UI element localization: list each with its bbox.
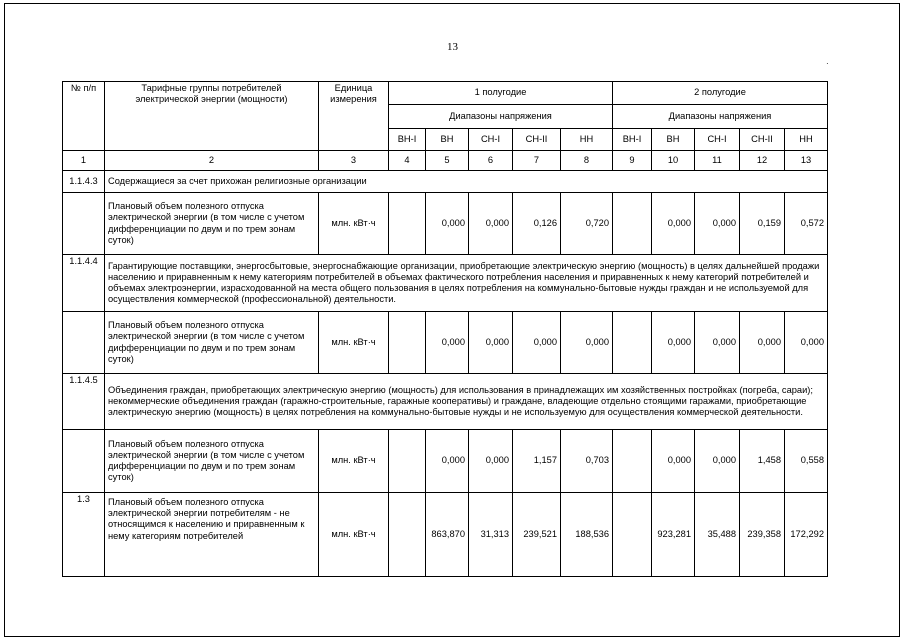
value-cell: 35,488	[695, 493, 740, 577]
value-cell: 239,521	[513, 493, 561, 577]
header-voltage-ranges-2: Диапазоны напряжения	[613, 105, 828, 129]
value-cell: 0,703	[561, 430, 613, 493]
value-cell	[389, 312, 426, 374]
header-nn-1: НН	[561, 129, 613, 151]
col-number: 11	[695, 151, 740, 171]
col-number: 8	[561, 151, 613, 171]
row-label: Плановый объем полезного отпуска электрической энергии (в том числе с учетом дифференциации по двум и по трем зонам суток)	[105, 193, 319, 255]
row-code: 1.3	[63, 493, 105, 577]
header-sn1-1: СН-I	[469, 129, 513, 151]
empty-cell	[63, 312, 105, 374]
value-cell: 188,536	[561, 493, 613, 577]
header-sn1-2: СН-I	[695, 129, 740, 151]
row-label: Плановый объем полезного отпуска электрической энергии (в том числе с учетом дифференциации по двум и по трем зонам суток)	[105, 430, 319, 493]
value-cell: 1,458	[740, 430, 785, 493]
header-vn-1: ВН	[426, 129, 469, 151]
value-cell: 0,000	[695, 430, 740, 493]
section-title: Содержащиеся за счет прихожан религиозные организации	[105, 171, 828, 193]
value-cell	[389, 430, 426, 493]
col-number: 13	[785, 151, 828, 171]
col-number: 6	[469, 151, 513, 171]
header-unit: Единица измерения	[319, 82, 389, 151]
row-label: Плановый объем полезного отпуска электрической энергии (в том числе с учетом дифференциации по двум и по трем зонам суток)	[105, 312, 319, 374]
value-cell: 0,720	[561, 193, 613, 255]
col-number: 3	[319, 151, 389, 171]
header-group: Тарифные группы потребителей электрической энергии (мощности)	[105, 82, 319, 151]
value-cell: 0,159	[740, 193, 785, 255]
value-cell	[613, 312, 652, 374]
value-cell: 0,000	[469, 193, 513, 255]
value-cell: 0,126	[513, 193, 561, 255]
table-row	[63, 493, 828, 577]
header-vn1-1: ВН-I	[389, 129, 426, 151]
col-number: 5	[426, 151, 469, 171]
value-cell: 239,358	[740, 493, 785, 577]
value-cell: 0,000	[695, 312, 740, 374]
col-number: 1	[63, 151, 105, 171]
value-cell: 0,000	[740, 312, 785, 374]
section-title: Гарантирующие поставщики, энергосбытовые, энергоснабжающие организации, приобретающие электрическую энергию (мощность) в целях дальнейшей продажи населению и приравненным к нему категориям потребителей в объемах фактического потребления населения и приравненных к нему категорий потребителей и объемах электроэнергии, израсходованной на места общего пользования в целях потребления на коммунально-бытовые нужды граждан и не используемой для осуществления коммерческой (профессиональной) деятельности.	[105, 255, 828, 312]
scan-dot: ·	[826, 59, 829, 68]
section-code: 1.1.4.4	[63, 255, 105, 312]
header-no: № п/п	[63, 82, 105, 151]
value-cell	[613, 493, 652, 577]
value-cell: 0,558	[785, 430, 828, 493]
header-half2: 2 полугодие	[613, 82, 828, 105]
col-number: 9	[613, 151, 652, 171]
value-cell: 0,000	[469, 430, 513, 493]
header-vn1-2: ВН-I	[613, 129, 652, 151]
value-cell: 923,281	[652, 493, 695, 577]
value-cell: 0,000	[426, 430, 469, 493]
column-numbers-row	[63, 151, 828, 171]
header-nn-2: НН	[785, 129, 828, 151]
value-cell: 0,000	[513, 312, 561, 374]
tariff-table	[62, 81, 828, 577]
value-cell: 0,000	[652, 193, 695, 255]
value-cell: 0,000	[426, 193, 469, 255]
table-row	[63, 430, 828, 493]
value-cell	[389, 493, 426, 577]
value-cell: 1,157	[513, 430, 561, 493]
value-cell	[613, 430, 652, 493]
header-sn2-2: СН-II	[740, 129, 785, 151]
value-cell	[389, 193, 426, 255]
value-cell	[613, 193, 652, 255]
section-row	[63, 374, 828, 430]
section-row	[63, 255, 828, 312]
value-cell: 0,000	[652, 430, 695, 493]
page-number: 13	[447, 41, 458, 53]
table-row	[63, 312, 828, 374]
col-number: 2	[105, 151, 319, 171]
empty-cell	[63, 430, 105, 493]
row-unit: млн. кВт·ч	[319, 430, 389, 493]
value-cell: 31,313	[469, 493, 513, 577]
row-label: Плановый объем полезного отпуска электрической энергии потребителям - не относящимся к населению и приравненным к нему категориям потребителей	[105, 493, 319, 577]
value-cell: 0,000	[426, 312, 469, 374]
value-cell: 0,000	[561, 312, 613, 374]
section-row	[63, 171, 828, 193]
value-cell: 0,000	[469, 312, 513, 374]
header-vn-2: ВН	[652, 129, 695, 151]
row-unit: млн. кВт·ч	[319, 493, 389, 577]
table-row	[63, 193, 828, 255]
section-code: 1.1.4.5	[63, 374, 105, 430]
value-cell: 0,000	[695, 193, 740, 255]
value-cell: 0,572	[785, 193, 828, 255]
value-cell: 0,000	[785, 312, 828, 374]
value-cell: 172,292	[785, 493, 828, 577]
empty-cell	[63, 193, 105, 255]
value-cell: 863,870	[426, 493, 469, 577]
col-number: 4	[389, 151, 426, 171]
row-unit: млн. кВт·ч	[319, 193, 389, 255]
value-cell: 0,000	[652, 312, 695, 374]
row-unit: млн. кВт·ч	[319, 312, 389, 374]
header-half1: 1 полугодие	[389, 82, 613, 105]
header-voltage-ranges-1: Диапазоны напряжения	[389, 105, 613, 129]
header-sn2-1: СН-II	[513, 129, 561, 151]
col-number: 12	[740, 151, 785, 171]
col-number: 10	[652, 151, 695, 171]
section-code: 1.1.4.3	[63, 171, 105, 193]
col-number: 7	[513, 151, 561, 171]
section-title: Объединения граждан, приобретающих электрическую энергию (мощность) для использования в принадлежащих им хозяйственных постройках (погреба, сараи); некоммерческие объединения граждан (гаражно-строительные, гаражные кооперативы) и граждане, владеющие отдельно стоящими гаражами, приобретающие электрическую энергию (мощность) в целях потребления на коммунально-бытовые нужды и не используемую для осуществления коммерческой деятельности.	[105, 374, 828, 430]
